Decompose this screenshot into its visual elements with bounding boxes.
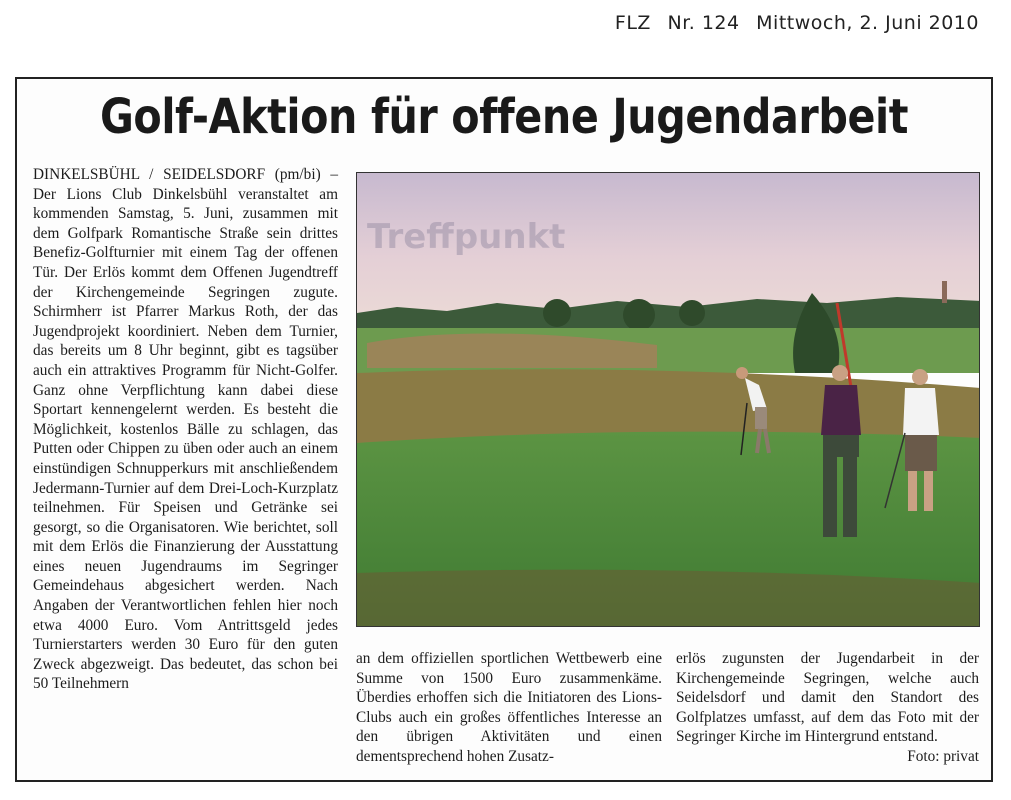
issue-number: Nr. 124 — [667, 12, 740, 34]
article-column-2 — [356, 649, 662, 767]
article-headline: Golf-Aktion für offene Jugendarbeit — [99, 89, 909, 145]
tree — [679, 300, 705, 326]
column-3-text: erlös zugunsten der Jugendarbeit in der Kirchengemeinde Segringen, welche auch Seidelsdorf und damit den Standort des Golfplatzes umfasst, auf dem das Foto mit der Segringer Kirche im Hintergrund entstand. — [676, 650, 979, 746]
church-tower — [942, 281, 947, 303]
photo-credit: Foto: privat — [907, 747, 979, 765]
issue-date: Mittwoch, 2. Juni 2010 — [756, 12, 979, 34]
page-header — [605, 12, 979, 34]
foreground-edge — [357, 570, 980, 627]
background-sign-text: Treffpunkt — [367, 217, 566, 257]
publication-name: FLZ — [614, 12, 651, 34]
tree — [623, 299, 655, 331]
column-1-text: DINKELSBÜHL / SEIDELSDORF (pm/bi) – Der Lions Club Dinkelsbühl veranstaltet am kommenden Samstag, 5. Juni, zusammen mit dem Golfpark Romantische Straße sein drittes Benefiz-Golfturnier mit einem Tag der offenen Tür. Der Erlös kommt dem Offenen Jugendtreff der Kirchengemeinde Segringen zugute. Schirmherr ist Pfarrer Markus Roth, der das Jugendprojekt koordiniert. Neben dem Turnier, das bereits um 8 Uhr beginnt, gibt es tagsüber auch ein attraktives Programm für Nicht-Golfer. Ganz ohne Verpflichtung kann dabei diese Sportart kennengelernt werden. Es besteht die Möglichkeit, kostenlos Bälle zu schlagen, das Putten oder Chippen zu üben oder auch an einem einstündigen Schnupperkurs mit anschließendem Jedermann-Turnier auf dem Drei-Loch-Kurzplatz teilnehmen. Für Speisen und Getränke sei gesorgt, so die Organisatoren. Wie berichtet, soll mit dem Erlös die Finanzierung der Ausstattung eines neuen Jugendraums im Segringer Gemeindehaus abgesichert werden. Nach Angaben der Verantwortlichen fehlen hier noch etwa 4000 Euro. Vom Antrittsgeld jedes Turnierstarters werden 30 Euro für den guten Zweck abgezweigt. Das bedeutet, das schon bei 50 Teilnehmern — [33, 166, 338, 693]
article-photo — [356, 172, 980, 627]
tree — [543, 299, 571, 327]
article-frame — [15, 77, 993, 782]
article-column-1 — [33, 165, 338, 694]
golf-course-photo — [357, 173, 980, 627]
article-column-3 — [676, 649, 979, 767]
column-2-text: an dem offiziellen sportlichen Wettbewerb eine Summe von 1500 Euro zusammenkäme. Überdies erhoffen sich die Initiatoren des Lions-Clubs auch ein großes öffentliches Interesse an den übrigen Aktivitäten und einen dementsprechend hohen Zusatz- — [356, 650, 662, 765]
